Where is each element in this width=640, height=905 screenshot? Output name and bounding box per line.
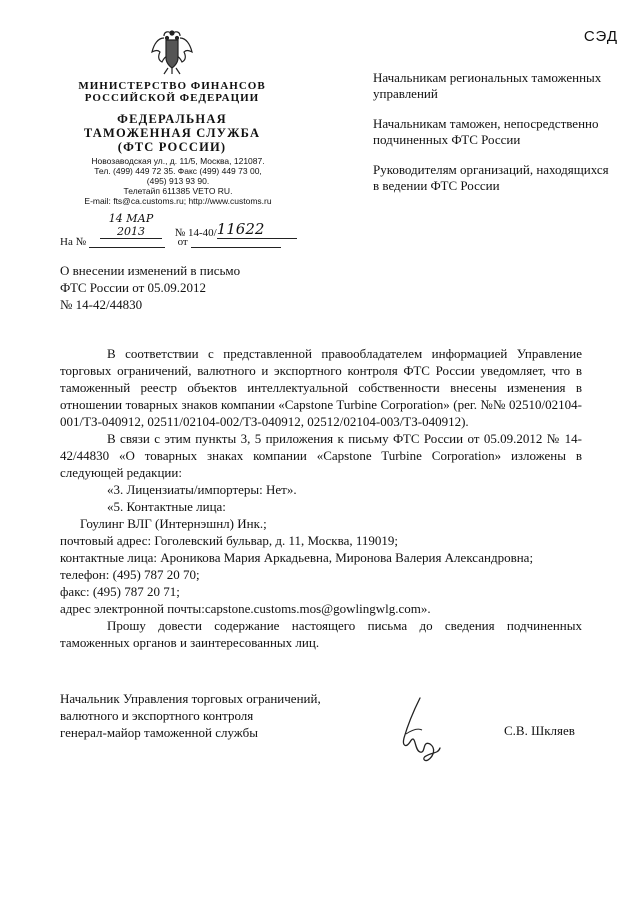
paragraph-item3: «3. Лицензиаты/импортеры: Нет». <box>107 482 297 497</box>
coat-of-arms-icon <box>150 28 194 76</box>
letter-subject: О внесении изменений в письмо ФТС России от 05.09.2012 № 14-42/44830 <box>60 263 241 312</box>
paragraph-item5: «5. Контактные лица: <box>107 499 226 514</box>
recipient-regional: Начальникам региональных таможенных управлений <box>373 70 602 101</box>
recipient-customs: Начальникам таможен, непосредственно подчиненных ФТС России <box>373 116 599 147</box>
ministry-name: МИНИСТЕРСТВО ФИНАНСОВ РОССИЙСКОЙ ФЕДЕРАЦИИ <box>78 80 266 104</box>
agency-contacts: Новозаводская ул., д. 11/5, Москва, 121087. Тел. (499) 449 72 35. Факс (499) 449 73 00, (495) 913 93 90. Телетайп 611385 VETO RU. E-mail: fts@ca.customs.ru; http://www.customs.ru <box>84 156 272 206</box>
paragraph-notice: В соответствии с представленной правообладателем информацией Управление торговых ограничений, валютного и экспортного контроля ФТС России уведомляет, что в таможенный реестр объектов интеллектуальной собственности внесены изменения в отношении товарных знаков компании «Capstone Turbine Corporation» (рег. №№ 02510/02104-001/ТЗ-040912, 02511/02104-002/ТЗ-040912, 02512/02104-003/ТЗ-040912). <box>60 346 582 429</box>
paragraph-email: адрес электронной почты:capstone.customs.mos@gowlingwlg.com». <box>60 601 431 616</box>
agency-name: ФЕДЕРАЛЬНАЯ ТАМОЖЕННАЯ СЛУЖБА (ФТС РОССИИ) <box>83 112 261 154</box>
registration-date: 14 МАР 2013 <box>100 212 162 239</box>
recipient-organizations: Руководителям организаций, находящихся в ведении ФТС России <box>373 162 609 193</box>
paragraph-contacts: контактные лица: Ароникова Мария Аркадьевна, Миронова Валерия Александровна; <box>60 550 534 565</box>
reference-number-blank <box>89 235 165 248</box>
registration-number-prefix: № 14-40/ <box>174 227 217 239</box>
paragraph-fax: факс: (495) 787 20 71; <box>60 584 180 599</box>
letter-body <box>60 345 582 651</box>
reference-from-label: от <box>177 236 188 248</box>
paragraph-phone: телефон: (495) 787 20 70; <box>60 567 200 582</box>
registration-number-handwritten: 11622 <box>217 220 297 239</box>
paragraph-changes: В связи с этим пункты 3, 5 приложения к письму ФТС России от 05.09.2012 № 14-42/44830 «О товарных знаках компании «Capstone Turbine Corporation» изложены в следующей редакции: <box>60 431 582 480</box>
registry-mark: СЭД <box>583 28 618 45</box>
handwritten-signature <box>392 690 472 770</box>
paragraph-request: Прошу довести содержание настоящего письма до сведения подчиненных таможенных органов и заинтересованных лиц. <box>60 618 582 650</box>
signatory-position: Начальник Управления торговых ограничений, валютного и экспортного контроля генерал-майор таможенной службы <box>60 691 321 740</box>
paragraph-company: Гоулинг ВЛГ (Интернэшнл) Инк.; <box>80 516 267 531</box>
paragraph-address: почтовый адрес: Гоголевский бульвар, д. 11, Москва, 119019; <box>60 533 398 548</box>
reference-label: На № <box>60 236 87 248</box>
reference-line <box>60 235 281 248</box>
signatory-name: С.В. Шкляев <box>504 723 575 738</box>
reference-date-blank <box>191 235 281 248</box>
recipients <box>373 70 613 208</box>
